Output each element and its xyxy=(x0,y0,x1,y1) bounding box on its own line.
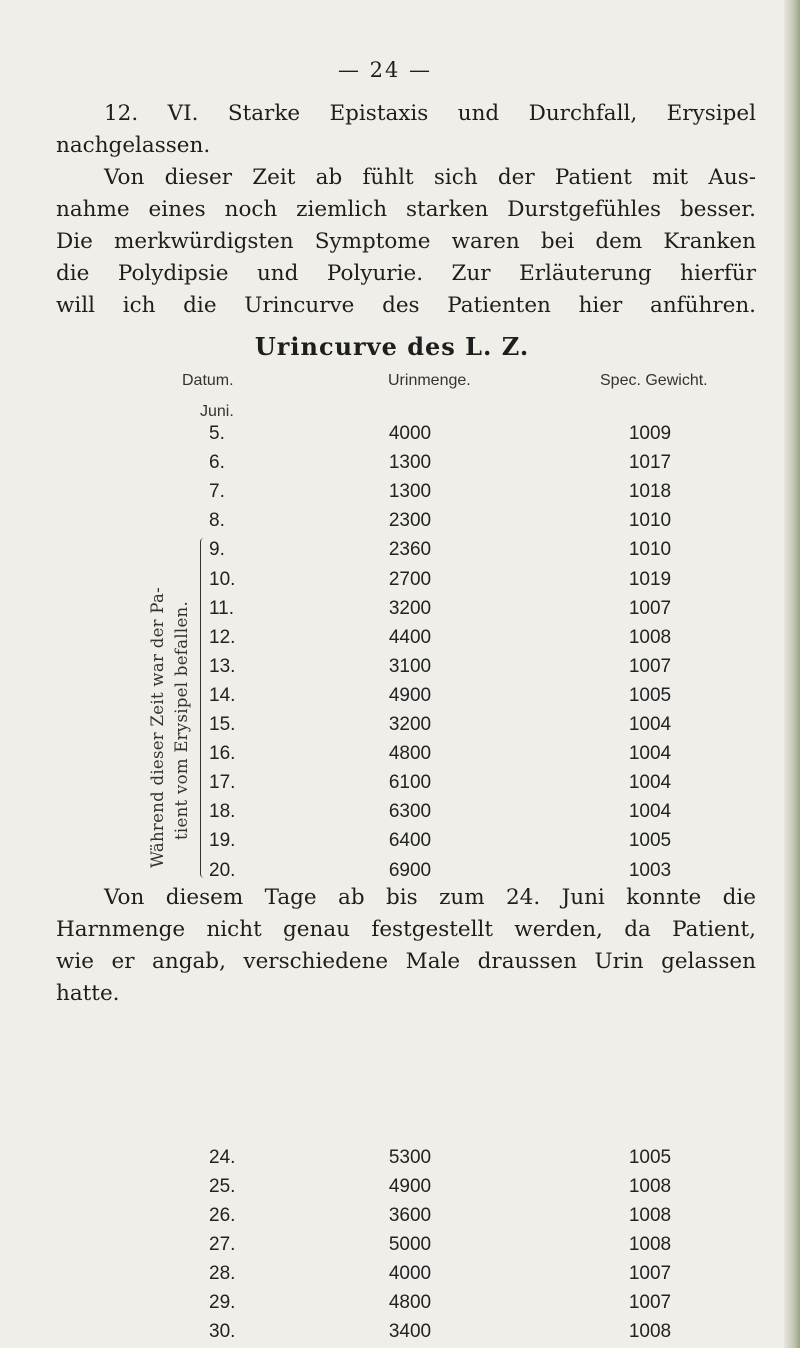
gravity-cell: 1010 xyxy=(628,539,672,561)
table-row xyxy=(0,798,784,826)
gravity-cell: 1017 xyxy=(628,452,672,474)
text-line: 12. VI. Starke Epistaxis und Durchfall, Erysipel xyxy=(104,101,756,126)
text-line: nahme eines noch ziemlich starken Durstgefühles besser. xyxy=(56,197,756,222)
table-row xyxy=(0,1260,784,1288)
gravity-cell: 1008 xyxy=(628,1321,672,1342)
table-row xyxy=(0,478,784,506)
column-header-date: Datum. xyxy=(182,372,234,389)
volume-cell: 2300 xyxy=(388,510,432,532)
table-row xyxy=(0,653,784,681)
volume-cell: 4000 xyxy=(388,1263,432,1284)
table-row xyxy=(0,1318,784,1346)
text-line: will ich die Urincurve des Patienten hier anführen. xyxy=(56,293,756,318)
text-line: hatte. xyxy=(56,981,120,1006)
volume-cell: 3200 xyxy=(388,714,432,735)
text-line: Von diesem Tage ab bis zum 24. Juni konnte die xyxy=(104,885,756,910)
volume-cell: 6400 xyxy=(388,830,432,852)
table-row xyxy=(0,682,784,710)
table-row xyxy=(0,769,784,797)
side-note-line-2: tient vom Erysipel befallen. xyxy=(172,600,191,840)
table-row xyxy=(0,449,784,477)
table-row xyxy=(0,507,784,535)
table-row xyxy=(0,740,784,768)
gravity-cell: 1004 xyxy=(628,743,672,765)
volume-cell: 2700 xyxy=(388,568,432,590)
volume-cell: 3100 xyxy=(388,655,432,677)
table-row xyxy=(0,595,784,623)
gravity-cell: 1019 xyxy=(628,568,672,590)
day-cell: 13. xyxy=(209,655,236,677)
text-line: wie er angab, verschiedene Male draussen Urin gelassen xyxy=(56,949,756,974)
day-cell: 9. xyxy=(209,539,225,561)
day-cell: 5. xyxy=(209,423,225,444)
table-row xyxy=(0,536,784,564)
gravity-cell: 1009 xyxy=(628,423,672,444)
volume-cell: 3600 xyxy=(388,1205,432,1226)
middle-paragraph xyxy=(56,882,756,1010)
volume-cell: 1300 xyxy=(388,481,432,503)
day-cell: 12. xyxy=(209,626,236,648)
gravity-cell: 1005 xyxy=(628,1147,672,1168)
text-line: die Polydipsie und Polyurie. Zur Erläuterung hierfür xyxy=(56,261,756,286)
text-line: Von dieser Zeit ab fühlt sich der Patient mit Aus- xyxy=(104,165,756,190)
gravity-cell: 1007 xyxy=(628,597,672,619)
day-cell: 8. xyxy=(209,510,225,532)
day-cell: 27. xyxy=(209,1234,236,1255)
text-line: Die merkwürdigsten Symptome waren bei dem Kranken xyxy=(56,229,756,254)
page-number: — 24 — xyxy=(337,58,433,82)
text-line: nachgelassen. xyxy=(56,133,211,158)
table-title: Urincurve des L. Z. xyxy=(254,332,530,361)
volume-cell: 3200 xyxy=(388,597,432,619)
column-header-gravity: Spec. Gewicht. xyxy=(600,372,708,389)
day-cell: 16. xyxy=(209,743,236,765)
day-cell: 6. xyxy=(209,452,225,474)
day-cell: 25. xyxy=(209,1176,236,1197)
gravity-cell: 1010 xyxy=(628,510,672,532)
page-edge xyxy=(784,0,800,1348)
table-row xyxy=(0,566,784,594)
side-note-line-1: Während dieser Zeit war der Pa- xyxy=(148,586,167,868)
day-cell: 18. xyxy=(209,801,236,823)
day-cell: 17. xyxy=(209,772,236,794)
volume-cell: 5300 xyxy=(388,1147,432,1168)
table-row xyxy=(0,420,784,448)
table-row xyxy=(0,1144,784,1172)
gravity-cell: 1004 xyxy=(628,801,672,823)
volume-cell: 4800 xyxy=(388,743,432,765)
table-row xyxy=(0,1231,784,1259)
volume-cell: 4800 xyxy=(388,1292,432,1313)
day-cell: 7. xyxy=(209,481,225,503)
day-cell: 26. xyxy=(209,1205,236,1226)
volume-cell: 4000 xyxy=(388,423,432,444)
volume-cell: 3400 xyxy=(388,1321,432,1342)
day-cell: 30. xyxy=(209,1321,236,1342)
day-cell: 20. xyxy=(209,859,236,881)
day-cell: 29. xyxy=(209,1292,236,1313)
intro-paragraph xyxy=(56,98,756,322)
volume-cell: 6100 xyxy=(388,772,432,794)
volume-cell: 4400 xyxy=(388,626,432,648)
volume-cell: 4900 xyxy=(388,684,432,706)
gravity-cell: 1008 xyxy=(628,1176,672,1197)
table-row xyxy=(0,711,784,739)
table-row xyxy=(0,857,784,885)
volume-cell: 6900 xyxy=(388,859,432,881)
gravity-cell: 1007 xyxy=(628,1263,672,1284)
column-header-volume: Urinmenge. xyxy=(388,372,471,389)
day-cell: 10. xyxy=(209,568,236,590)
volume-cell: 2360 xyxy=(388,539,432,561)
bracket xyxy=(200,538,207,878)
gravity-cell: 1008 xyxy=(628,1234,672,1255)
gravity-cell: 1007 xyxy=(628,655,672,677)
gravity-cell: 1008 xyxy=(628,626,672,648)
gravity-cell: 1003 xyxy=(628,859,672,881)
text-line: Harnmenge nicht genau festgestellt werden, da Patient, xyxy=(56,917,756,942)
month-label: Juni. xyxy=(200,403,234,420)
day-cell: 11. xyxy=(209,597,235,619)
table-row xyxy=(0,624,784,652)
gravity-cell: 1005 xyxy=(628,684,672,706)
day-cell: 28. xyxy=(209,1263,236,1284)
gravity-cell: 1018 xyxy=(628,481,672,503)
volume-cell: 6300 xyxy=(388,801,432,823)
gravity-cell: 1005 xyxy=(628,830,672,852)
gravity-cell: 1004 xyxy=(628,772,672,794)
gravity-cell: 1004 xyxy=(628,714,672,735)
volume-cell: 5000 xyxy=(388,1234,432,1255)
day-cell: 19. xyxy=(209,830,236,852)
table-row xyxy=(0,1202,784,1230)
gravity-cell: 1008 xyxy=(628,1205,672,1226)
volume-cell: 1300 xyxy=(388,452,432,474)
table-row xyxy=(0,827,784,855)
table-row xyxy=(0,1173,784,1201)
day-cell: 14. xyxy=(209,684,236,706)
volume-cell: 4900 xyxy=(388,1176,432,1197)
gravity-cell: 1007 xyxy=(628,1292,672,1313)
table-row xyxy=(0,1289,784,1317)
day-cell: 24. xyxy=(209,1147,236,1168)
day-cell: 15. xyxy=(209,714,236,735)
